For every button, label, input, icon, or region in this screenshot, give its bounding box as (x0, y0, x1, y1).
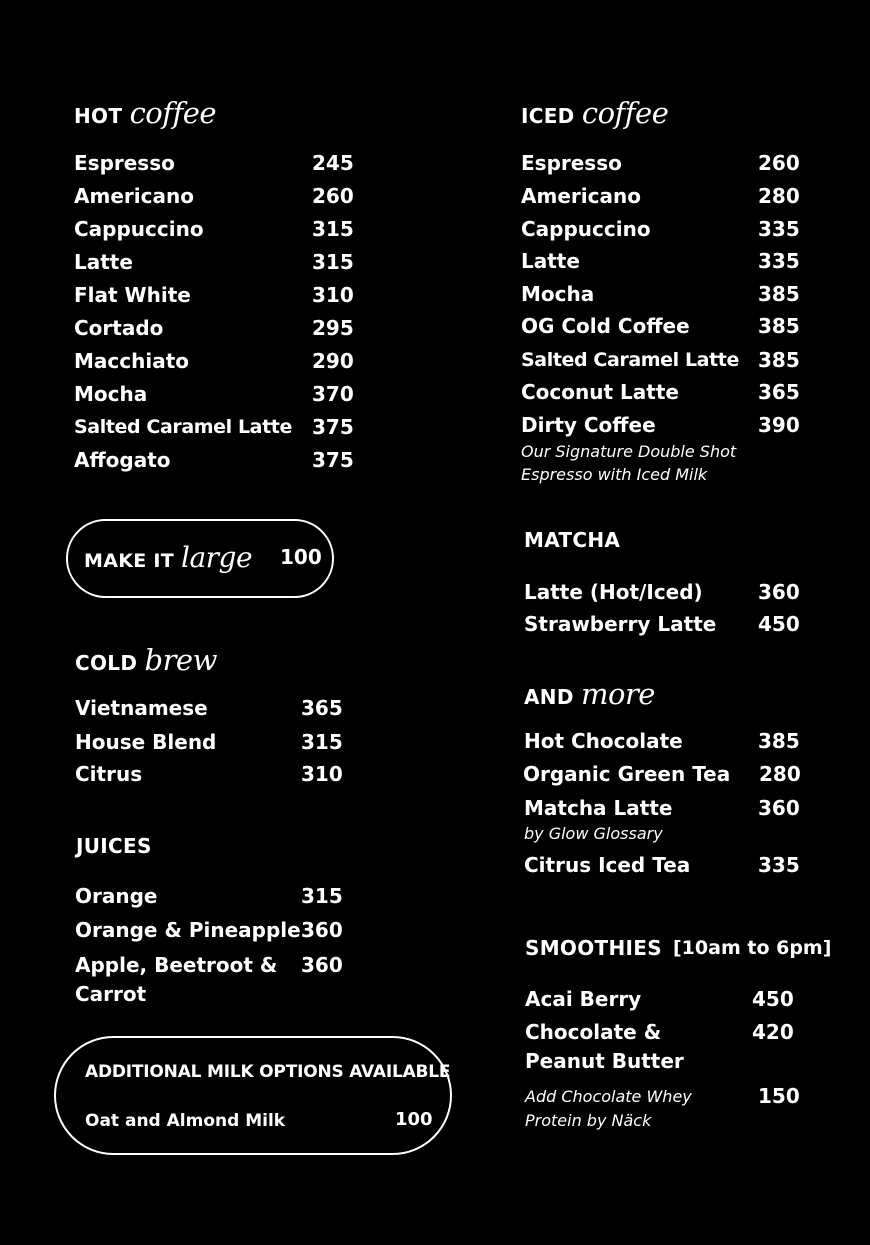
list-item: Coconut Latte (521, 380, 679, 404)
item-price: 370 (312, 382, 354, 406)
item-price: 420 (752, 1020, 794, 1044)
list-item: House Blend (75, 730, 217, 754)
item-price: 365 (758, 380, 800, 404)
list-item: Matcha Latte (524, 796, 673, 820)
list-item: Citrus (75, 762, 143, 786)
item-price: 280 (759, 762, 801, 786)
item-price: 315 (312, 217, 354, 241)
item-price: 315 (301, 730, 343, 754)
dirty-coffee-note-line1: Our Signature Double Shot (521, 442, 737, 461)
list-item: Apple, Beetroot & (75, 953, 278, 977)
list-item: Espresso (74, 151, 175, 175)
item-price: 360 (301, 953, 343, 977)
iced-heading-script: coffee (581, 96, 669, 130)
more-heading-caps: AND (524, 685, 574, 709)
cold-heading-caps: COLD (75, 651, 138, 675)
list-item: Espresso (521, 151, 622, 175)
list-item: Organic Green Tea (523, 762, 731, 786)
item-price: 335 (758, 853, 800, 877)
large-price: 100 (280, 545, 322, 569)
hot-coffee-heading (74, 96, 216, 130)
list-item-line2: Carrot (75, 982, 147, 1006)
list-item: Strawberry Latte (524, 612, 717, 636)
matcha-latte-note: by Glow Glossary (524, 824, 663, 843)
dirty-coffee-note-line2: Espresso with Iced Milk (521, 465, 708, 484)
item-price: 295 (312, 316, 354, 340)
large-caps: MAKE IT (84, 550, 175, 572)
iced-coffee-heading (521, 96, 668, 130)
item-price: 385 (758, 314, 800, 338)
smoothies-heading: SMOOTHIES (525, 936, 662, 960)
hot-heading-script: coffee (129, 96, 217, 130)
item-price: 365 (301, 696, 343, 720)
list-item: Mocha (74, 382, 148, 406)
item-price: 375 (312, 415, 354, 439)
and-more-heading (524, 677, 655, 711)
hot-heading-caps: HOT (74, 104, 123, 128)
list-item: Citrus Iced Tea (524, 853, 691, 877)
cold-brew-heading (75, 643, 217, 677)
item-price: 335 (758, 217, 800, 241)
item-price: 335 (758, 249, 800, 273)
list-item: Salted Caramel Latte (74, 416, 292, 438)
list-item: Latte (521, 249, 580, 273)
list-item: Orange & Pineapple (75, 918, 301, 942)
list-item: Hot Chocolate (524, 729, 683, 753)
item-price: 290 (312, 349, 354, 373)
item-price: 260 (758, 151, 800, 175)
list-item: OG Cold Coffee (521, 314, 690, 338)
list-item: Cappuccino (74, 217, 204, 241)
list-item: Americano (74, 184, 194, 208)
make-it-large-box (66, 519, 334, 598)
list-item: Chocolate & (525, 1020, 662, 1044)
item-price: 450 (752, 987, 794, 1011)
juices-heading: JUICES (76, 834, 152, 858)
list-item: Macchiato (74, 349, 189, 373)
list-item: Latte (Hot/Iced) (524, 580, 703, 604)
item-price: 315 (301, 884, 343, 908)
milk-options-title: ADDITIONAL MILK OPTIONS AVAILABLE (85, 1062, 451, 1082)
list-item: Salted Caramel Latte (521, 349, 739, 371)
more-heading-script: more (580, 677, 655, 711)
item-price: 310 (301, 762, 343, 786)
list-item: Cappuccino (521, 217, 651, 241)
large-script: large (180, 541, 253, 574)
list-item-line2: Peanut Butter (525, 1049, 684, 1073)
addon-note-line1: Add Chocolate Whey (525, 1087, 692, 1106)
item-price: 385 (758, 282, 800, 306)
list-item: Flat White (74, 283, 191, 307)
item-price: 385 (758, 729, 800, 753)
item-price: 360 (758, 580, 800, 604)
milk-option-label: Oat and Almond Milk (85, 1111, 286, 1131)
item-price: 360 (758, 796, 800, 820)
list-item: Latte (74, 250, 133, 274)
item-price: 245 (312, 151, 354, 175)
list-item: Mocha (521, 282, 595, 306)
addon-note-line2: Protein by Näck (525, 1111, 652, 1130)
cold-heading-script: brew (144, 643, 217, 677)
smoothies-hours: [10am to 6pm] (673, 937, 832, 959)
item-price: 385 (758, 348, 800, 372)
item-price: 310 (312, 283, 354, 307)
item-price: 375 (312, 448, 354, 472)
item-price: 260 (312, 184, 354, 208)
milk-option-price: 100 (395, 1109, 433, 1130)
iced-heading-caps: ICED (521, 104, 575, 128)
list-item: Acai Berry (525, 987, 642, 1011)
list-item: Vietnamese (75, 696, 208, 720)
item-price: 450 (758, 612, 800, 636)
list-item: Orange (75, 884, 158, 908)
item-price: 315 (312, 250, 354, 274)
large-label (84, 541, 252, 574)
list-item: Affogato (74, 448, 171, 472)
item-price: 360 (301, 918, 343, 942)
item-price: 280 (758, 184, 800, 208)
item-price: 390 (758, 413, 800, 437)
list-item: Americano (521, 184, 641, 208)
addon-price: 150 (758, 1084, 800, 1108)
list-item: Dirty Coffee (521, 413, 656, 437)
list-item: Cortado (74, 316, 164, 340)
milk-options-box (54, 1036, 452, 1155)
matcha-heading: MATCHA (524, 528, 621, 552)
